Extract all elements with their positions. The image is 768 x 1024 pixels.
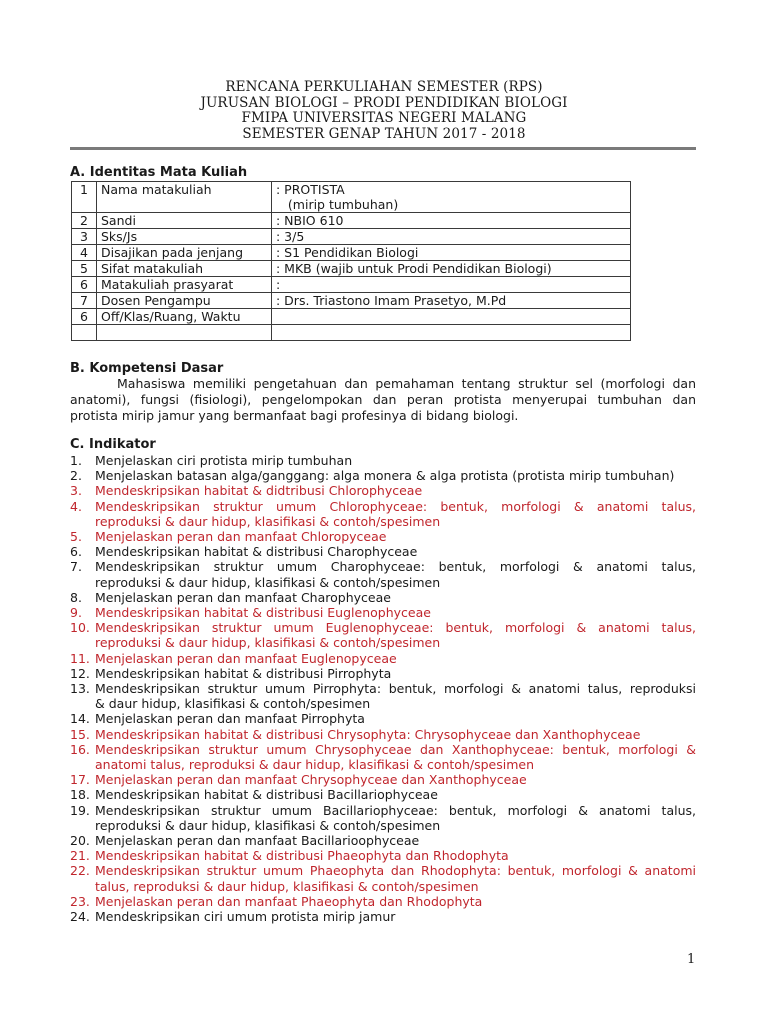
indicator-number: 17.	[70, 772, 90, 788]
indicator-number: 15.	[70, 726, 90, 742]
indicator-number: 12.	[70, 665, 90, 681]
indicator-text	[95, 681, 696, 711]
indicator-list	[70, 453, 696, 924]
indicator-number: 13.	[70, 681, 90, 697]
indicator-text-line: Mendeskripsikan struktur umum Euglenophyceae: bentuk, morfologi & anatomi talus,	[95, 620, 696, 636]
indicator-text	[95, 544, 696, 559]
identity-row-value	[272, 245, 631, 261]
indicator-text	[95, 711, 696, 726]
page-number: 1	[687, 952, 696, 967]
identity-value-text: : S1 Pendidikan Biologi	[276, 245, 419, 260]
identity-value-text: : NBIO 610	[276, 213, 344, 228]
indicator-item	[70, 453, 696, 468]
indicator-text-line: Mendeskripsikan ciri umum protista mirip jamur	[95, 909, 396, 925]
indicator-number: 11.	[70, 650, 90, 666]
indicator-text	[95, 803, 696, 833]
indicator-number: 7.	[70, 559, 82, 575]
indicator-text-line: Mendeskripsikan habitat & distribusi Pirrophyta	[95, 665, 392, 681]
indicator-number: 20.	[70, 833, 90, 849]
identity-value-text: : 3/5	[276, 229, 305, 244]
indicator-number: 21.	[70, 848, 90, 864]
indicator-text	[95, 909, 696, 924]
identity-row-label: Disajikan pada jenjang	[97, 245, 272, 261]
indicator-number: 10.	[70, 620, 90, 636]
indicator-text-line: Menjelaskan batasan alga/ganggang: alga monera & alga protista (protista mirip tumbuhan)	[95, 468, 675, 484]
identity-row	[72, 309, 631, 325]
identity-row	[72, 325, 631, 341]
indicator-text	[95, 894, 696, 909]
indicator-number: 4.	[70, 498, 82, 514]
indicator-number: 19.	[70, 802, 90, 818]
indicator-item	[70, 863, 696, 893]
indicator-item	[70, 499, 696, 529]
indicator-text	[95, 483, 696, 498]
indicator-text-line: Menjelaskan peran dan manfaat Chrysophyceae dan Xanthophyceae	[95, 772, 527, 788]
competency-line: protista mirip jamur yang bermanfaat bagi profesinya di bidang biologi.	[70, 408, 519, 423]
identity-row	[72, 245, 631, 261]
identity-value-subtext: (mirip tumbuhan)	[276, 197, 399, 212]
indicator-text-line: Mendeskripsikan habitat & distribusi Bacillariophyceae	[95, 787, 438, 803]
indicator-item	[70, 651, 696, 666]
identity-row-number: 6	[72, 309, 97, 325]
indicator-item	[70, 468, 696, 483]
indicator-text-line: Menjelaskan peran dan manfaat Chloropyceae	[95, 529, 387, 545]
indicator-item	[70, 772, 696, 787]
indicator-text-line: & daur hidup, klasifikasi & contoh/spesimen	[95, 696, 371, 712]
indicator-text	[95, 727, 696, 742]
indicator-number: 6.	[70, 544, 82, 560]
indicator-item	[70, 727, 696, 742]
indicator-item	[70, 544, 696, 559]
indicator-text-line: Mendeskripsikan habitat & didtribusi Chlorophyceae	[95, 483, 423, 499]
indicator-text-line: Menjelaskan peran dan manfaat Pirrophyta	[95, 711, 365, 727]
indicator-item	[70, 559, 696, 589]
indicator-number: 23.	[70, 893, 90, 909]
indicator-text-line: Mendeskripsikan struktur umum Pirrophyta: bentuk, morfologi & anatomi talus, reproduksi	[95, 681, 696, 697]
indicator-text	[95, 559, 696, 589]
indicator-number: 2.	[70, 468, 82, 484]
document-header	[70, 80, 698, 142]
indicator-text-line: Mendeskripsikan habitat & distribusi Phaeophyta dan Rhodophyta	[95, 848, 509, 864]
identity-row-value	[272, 182, 631, 213]
identity-row-number: 6	[72, 277, 97, 293]
header-line-2: JURUSAN BIOLOGI – PRODI PENDIDIKAN BIOLOGI	[200, 94, 568, 111]
indicator-item	[70, 605, 696, 620]
indicator-text-line: Mendeskripsikan struktur umum Phaeophyta dan Rhodophyta: bentuk, morfologi & anatomi	[95, 863, 696, 879]
indicator-text-line: Mendeskripsikan habitat & distribusi Chrysophyta: Chrysophyceae dan Xanthophyceae	[95, 726, 641, 742]
indicator-text-line: Mendeskripsikan struktur umum Chrysophyceae dan Xanthophyceae: bentuk, morfologi &	[95, 741, 696, 757]
indicator-text-line: Mendeskripsikan habitat & distribusi Charophyceae	[95, 544, 418, 560]
header-line-3: FMIPA UNIVERSITAS NEGERI MALANG	[241, 110, 527, 126]
indicator-item	[70, 833, 696, 848]
indicator-text-line: Menjelaskan ciri protista mirip tumbuhan	[95, 453, 353, 468]
indicator-text-line: anatomi talus, reproduksi & daur hidup, klasifikasi & contoh/spesimen	[95, 757, 534, 773]
indicator-number: 18.	[70, 787, 90, 803]
identity-row-value	[272, 213, 631, 229]
identity-row-label: Sifat matakuliah	[97, 261, 272, 277]
identity-row-number: 7	[72, 293, 97, 309]
indicator-item	[70, 483, 696, 498]
indicator-item	[70, 666, 696, 681]
identity-row-label: Off/Klas/Ruang, Waktu	[97, 309, 272, 325]
competency-line: Mahasiswa memiliki pengetahuan dan pemahaman tentang struktur sel (morfologi dan	[117, 376, 696, 391]
indicator-number: 8.	[70, 589, 82, 605]
identity-row-label: Sks/Js	[97, 229, 272, 245]
identity-value-text: : Drs. Triastono Imam Prasetyo, M.Pd	[276, 293, 507, 308]
identity-row	[72, 261, 631, 277]
competency-line: anatomi), fungsi (fisiologi), pengelompokan dan peran protista menyerupai tumbuhan dan	[70, 392, 696, 407]
indicator-text-line: reproduksi & daur hidup, klasifikasi & contoh/spesimen	[95, 574, 441, 590]
indicator-text	[95, 848, 696, 863]
identity-row	[72, 213, 631, 229]
indicator-text	[95, 772, 696, 787]
indicator-item	[70, 909, 696, 924]
indicator-item	[70, 894, 696, 909]
indicator-text	[95, 468, 696, 483]
indicator-text-line: Mendeskripsikan struktur umum Chlorophyceae: bentuk, morfologi & anatomi talus,	[95, 498, 696, 514]
header-line-4: SEMESTER GENAP TAHUN 2017 - 2018	[242, 125, 526, 142]
indicator-text-line: Mendeskripsikan struktur umum Bacillariophyceae: bentuk, morfologi & anatomi talus,	[95, 802, 696, 818]
indicator-item	[70, 590, 696, 605]
indicator-text-line: Menjelaskan peran dan manfaat Charophyceae	[95, 589, 391, 605]
identity-value-text: :	[276, 277, 281, 292]
identity-row-label: Matakuliah prasyarat	[97, 277, 272, 293]
indicator-item	[70, 848, 696, 863]
indicator-text-line: Menjelaskan peran dan manfaat Euglenopyceae	[95, 650, 397, 666]
indicator-text-line: Mendeskripsikan struktur umum Charophyceae: bentuk, morfologi & anatomi talus,	[95, 559, 696, 575]
indicator-text	[95, 499, 696, 529]
identity-row-number: 5	[72, 261, 97, 277]
indicator-text	[95, 620, 696, 650]
identity-row-number: 1	[72, 182, 97, 213]
indicator-text	[95, 666, 696, 681]
identity-row-label: Sandi	[97, 213, 272, 229]
indicator-number: 9.	[70, 605, 82, 621]
section-b-title: B. Kompetensi Dasar	[70, 361, 224, 376]
identity-row-value	[272, 261, 631, 277]
indicator-text	[95, 742, 696, 772]
identity-row-label: Nama matakuliah	[97, 182, 272, 213]
indicator-item	[70, 803, 696, 833]
indicator-number: 24.	[70, 909, 90, 925]
identity-value-text: : MKB (wajib untuk Prodi Pendidikan Biologi)	[276, 261, 552, 276]
identity-table	[71, 181, 631, 341]
identity-value-text: : PROTISTA	[276, 182, 345, 197]
indicator-item	[70, 529, 696, 544]
indicator-item	[70, 711, 696, 726]
competency-paragraph	[70, 376, 696, 424]
identity-row	[72, 277, 631, 293]
indicator-text	[95, 605, 696, 620]
indicator-text-line: Menjelaskan peran dan manfaat Bacillarioophyceae	[95, 833, 420, 849]
indicator-text	[95, 833, 696, 848]
indicator-text	[95, 863, 696, 893]
indicator-text-line: Mendeskripsikan habitat & distribusi Euglenophyceae	[95, 605, 431, 621]
indicator-number: 16.	[70, 741, 90, 757]
identity-row-value	[272, 309, 631, 325]
indicator-text-line: reproduksi & daur hidup, klasifikasi & contoh/spesimen	[95, 635, 441, 651]
indicator-text	[95, 590, 696, 605]
indicator-number: 1.	[70, 453, 82, 468]
indicator-text	[95, 453, 696, 468]
section-c-title: C. Indikator	[70, 437, 156, 452]
indicator-text-line: reproduksi & daur hidup, klasifikasi & contoh/spesimen	[95, 817, 441, 833]
identity-row-number: 4	[72, 245, 97, 261]
identity-row-number: 2	[72, 213, 97, 229]
identity-row	[72, 293, 631, 309]
indicator-text-line: reproduksi & daur hidup, klasifikasi & contoh/spesimen	[95, 513, 441, 529]
indicator-text	[95, 651, 696, 666]
indicator-item	[70, 742, 696, 772]
indicator-text-line: Menjelaskan peran dan manfaat Phaeophyta dan Rhodophyta	[95, 893, 483, 909]
indicator-number: 5.	[70, 529, 82, 545]
identity-row	[72, 182, 631, 213]
identity-row-value	[272, 293, 631, 309]
identity-row-value	[272, 325, 631, 341]
identity-row-label: Dosen Pengampu	[97, 293, 272, 309]
indicator-number: 3.	[70, 483, 82, 499]
header-line-1: RENCANA PERKULIAHAN SEMESTER (RPS)	[225, 79, 543, 95]
identity-row	[72, 229, 631, 245]
indicator-number: 14.	[70, 711, 90, 727]
section-a-title: A. Identitas Mata Kuliah	[70, 165, 248, 180]
indicator-item	[70, 620, 696, 650]
identity-row-label	[97, 325, 272, 341]
identity-row-value	[272, 277, 631, 293]
indicator-text	[95, 787, 696, 802]
indicator-text-line: talus, reproduksi & daur hidup, klasifikasi & contoh/spesimen	[95, 878, 479, 894]
identity-row-number: 3	[72, 229, 97, 245]
indicator-text	[95, 529, 696, 544]
identity-row-value	[272, 229, 631, 245]
indicator-item	[70, 681, 696, 711]
identity-row-number	[72, 325, 97, 341]
indicator-item	[70, 787, 696, 802]
header-divider	[70, 147, 696, 150]
indicator-number: 22.	[70, 863, 90, 879]
